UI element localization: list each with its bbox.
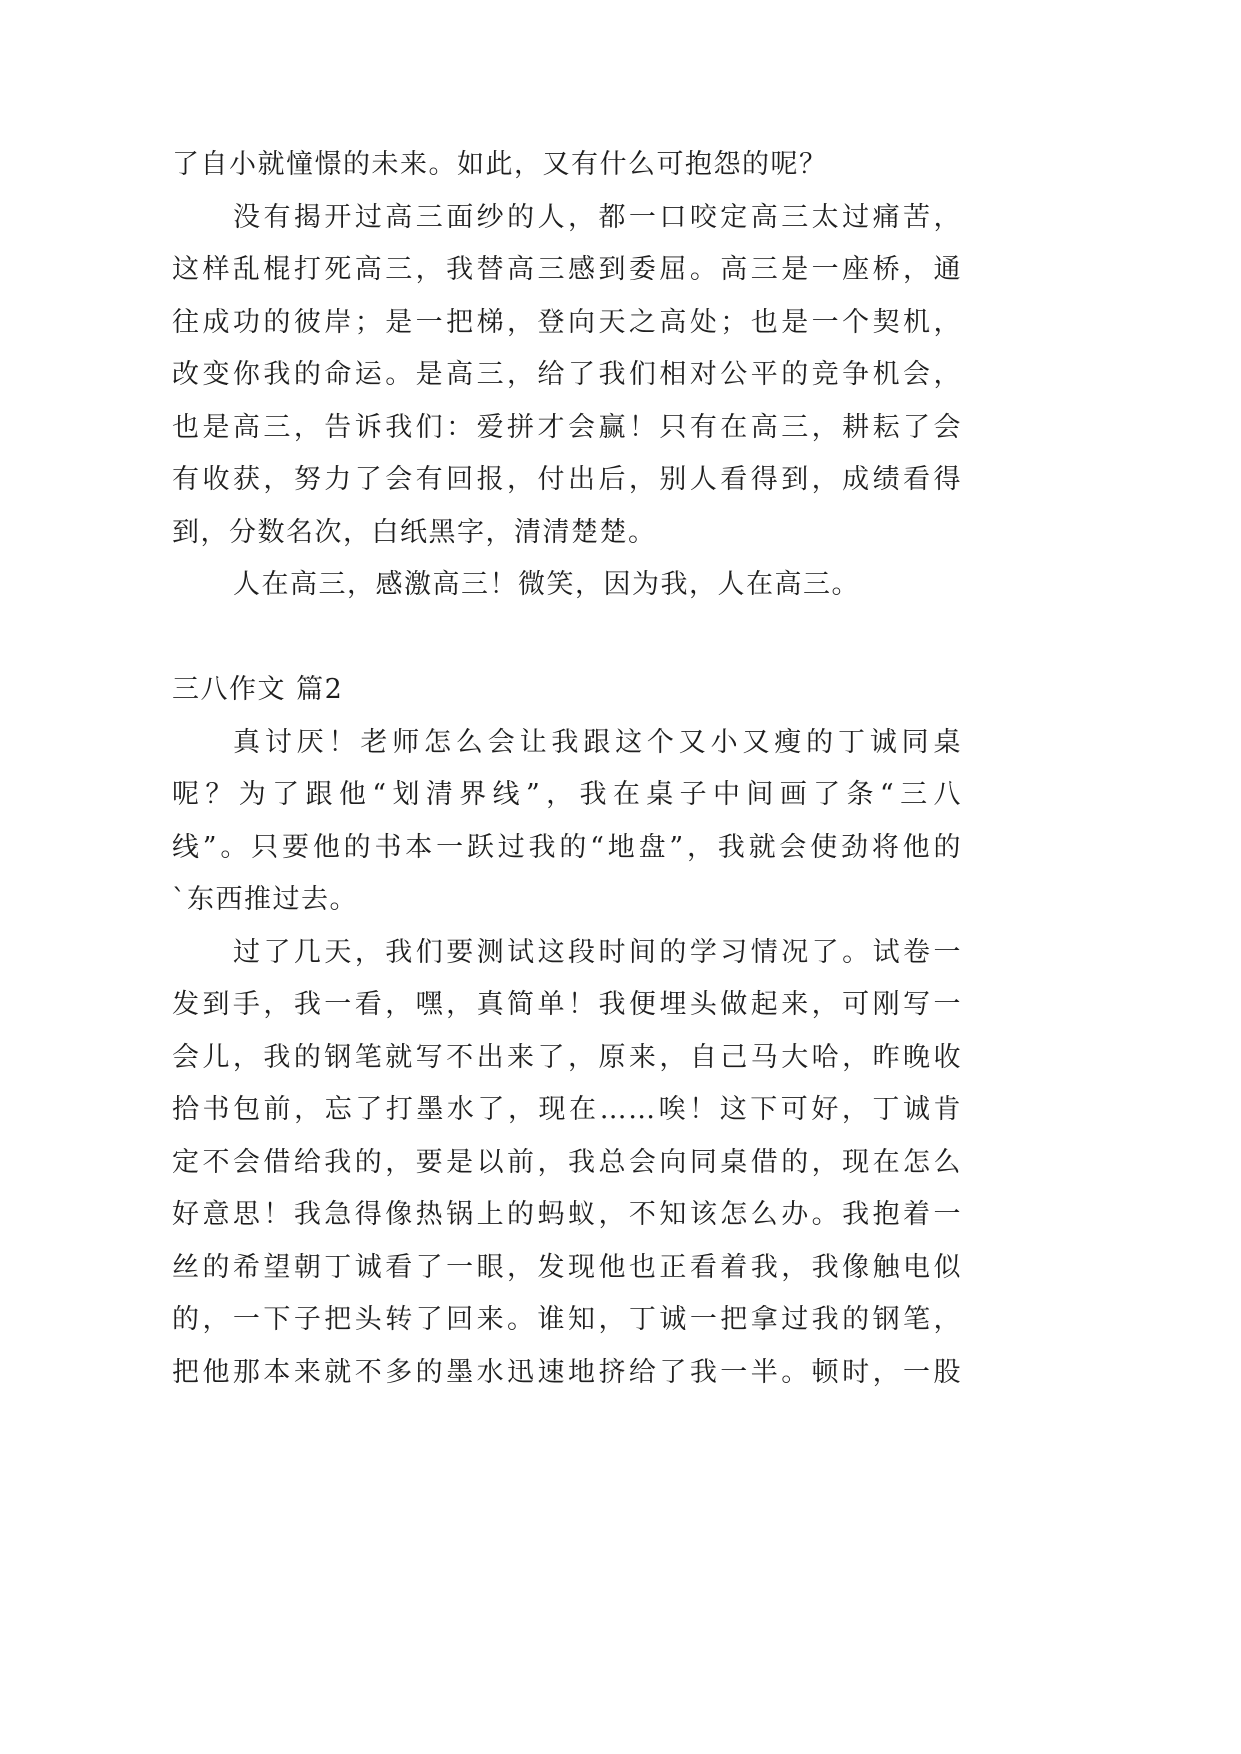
text-line: 把他那本来就不多的墨水迅速地挤给了我一半。顿时，一股 bbox=[172, 1356, 962, 1388]
paragraph bbox=[172, 139, 962, 192]
paragraph bbox=[172, 927, 962, 1400]
paragraph bbox=[172, 717, 962, 927]
paragraph bbox=[172, 192, 962, 560]
text-line: 发到手，我一看，嘿，真简单！我便埋头做起来，可刚写一 bbox=[172, 989, 962, 1020]
text-line: 真讨厌！老师怎么会让我跟这个又小又瘦的丁诚同桌 bbox=[233, 726, 962, 758]
text-line: 改变你我的命运。是高三，给了我们相对公平的竞争机会， bbox=[172, 359, 962, 390]
text-line: 过了几天，我们要测试这段时间的学习情况了。试卷一 bbox=[233, 936, 962, 968]
text-line: 人在高三，感激高三！微笑，因为我，人在高三。 bbox=[233, 569, 860, 600]
text-line: 到，分数名次，白纸黑字，清清楚楚。 bbox=[172, 516, 657, 548]
text-line: 会儿，我的钢笔就写不出来了，原来，自己马大哈，昨晚收 bbox=[172, 1041, 962, 1073]
text-line: 也是高三，告诉我们：爱拼才会赢！只有在高三，耕耘了会 bbox=[172, 411, 962, 443]
section-essay-2 bbox=[172, 664, 962, 1399]
text-line: 有收获，努力了会有回报，付出后，别人看得到，成绩看得 bbox=[172, 464, 962, 495]
text-line: 呢？为了跟他“划清界线”，我在桌子中间画了条“三八 bbox=[172, 779, 962, 810]
section-spacer bbox=[172, 612, 962, 665]
document-body bbox=[172, 139, 962, 1399]
text-line: 好意思！我急得像热锅上的蚂蚁，不知该怎么办。我抱着一 bbox=[172, 1199, 962, 1230]
text-line: 拾书包前，忘了打墨水了，现在……唉！这下可好，丁诚肯 bbox=[172, 1094, 962, 1125]
text-line: 丝的希望朝丁诚看了一眼，发现他也正看着我，我像触电似 bbox=[172, 1251, 962, 1283]
text-line: `东西推过去。 bbox=[172, 884, 358, 915]
text-line: 往成功的彼岸；是一把梯，登向天之高处；也是一个契机， bbox=[172, 306, 962, 338]
text-line: 了自小就憧憬的未来。如此，又有什么可抱怨的呢？ bbox=[172, 149, 828, 180]
paragraph bbox=[172, 559, 962, 612]
text-line: 定不会借给我的，要是以前，我总会向同桌借的，现在怎么 bbox=[172, 1146, 962, 1178]
text-line: 没有揭开过高三面纱的人，都一口咬定高三太过痛苦， bbox=[233, 201, 962, 233]
text-line: 线”。只要他的书本一跃过我的“地盘”，我就会使劲将他的 bbox=[172, 831, 962, 863]
section-previous-essay bbox=[172, 139, 962, 612]
section-title: 三八作文 篇2 bbox=[172, 674, 344, 705]
text-line: 的，一下子把头转了回来。谁知，丁诚一把拿过我的钢笔， bbox=[172, 1304, 962, 1335]
text-line: 这样乱棍打死高三，我替高三感到委屈。高三是一座桥，通 bbox=[172, 254, 962, 285]
